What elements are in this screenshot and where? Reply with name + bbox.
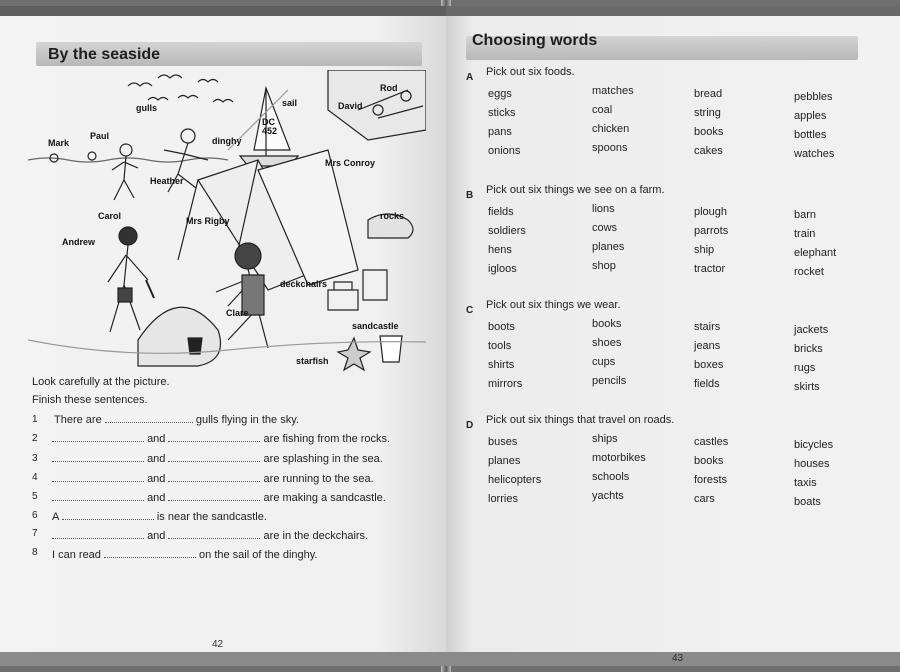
page-title: By the seaside — [48, 46, 161, 63]
label-paul: Paul — [90, 131, 110, 141]
sentence-text: and are splashing in the sea. — [52, 452, 383, 465]
section-prompt: Pick out six things that travel on roads. — [486, 414, 675, 426]
sentence-text: and are running to the sea. — [52, 472, 374, 485]
sentence-number: 4 — [32, 472, 38, 483]
label-deckchairs: deckchairs — [280, 279, 328, 289]
word-option[interactable]: string — [694, 107, 721, 119]
word-option[interactable]: boats — [794, 496, 821, 508]
word-option[interactable]: onions — [488, 145, 521, 157]
label-mrs-rigby: Mrs Rigby — [186, 216, 230, 226]
word-option[interactable]: ship — [694, 244, 715, 256]
page-number: 43 — [672, 653, 684, 664]
word-option[interactable]: buses — [488, 436, 518, 448]
word-option[interactable]: books — [592, 318, 622, 330]
answer-blank[interactable] — [52, 529, 144, 539]
word-option[interactable]: castles — [694, 436, 729, 448]
section-prompt: Pick out six things we see on a farm. — [486, 184, 665, 196]
word-option[interactable]: apples — [794, 110, 827, 122]
word-option[interactable]: spoons — [592, 142, 628, 154]
answer-blank[interactable] — [168, 529, 260, 539]
word-option[interactable]: bicycles — [794, 439, 834, 451]
sentence-number: 3 — [32, 453, 38, 464]
top-band — [0, 6, 446, 16]
word-option[interactable]: plough — [694, 206, 728, 218]
label-rod: Rod — [380, 83, 398, 93]
word-option[interactable]: elephant — [794, 247, 837, 259]
section-letter: C — [466, 305, 474, 316]
word-option[interactable]: shop — [592, 260, 616, 272]
sentence-text: and are fishing from the rocks. — [52, 432, 390, 445]
answer-blank[interactable] — [168, 472, 260, 482]
page-number: 42 — [212, 639, 224, 650]
instruction-1: Look carefully at the picture. — [32, 376, 170, 388]
word-option[interactable]: fields — [694, 378, 720, 390]
word-option[interactable]: books — [694, 455, 724, 467]
word-option[interactable]: helicopters — [488, 474, 542, 486]
sentence-number: 1 — [32, 414, 38, 425]
answer-blank[interactable] — [104, 548, 196, 558]
word-option[interactable]: hens — [488, 244, 512, 256]
answer-blank[interactable] — [105, 413, 193, 423]
label-heather: Heather — [150, 176, 184, 186]
word-option[interactable]: mirrors — [488, 378, 523, 390]
label-david: David — [338, 101, 363, 111]
word-option[interactable]: bread — [694, 88, 723, 100]
answer-blank[interactable] — [168, 491, 260, 501]
word-option[interactable]: barn — [794, 209, 817, 221]
section-prompt: Pick out six foods. — [486, 66, 575, 78]
word-option[interactable]: cows — [592, 222, 618, 234]
label-dinghy: dinghy — [212, 136, 242, 146]
word-option[interactable]: parrots — [694, 225, 729, 237]
word-option[interactable]: coal — [592, 104, 613, 116]
label-starfish: starfish — [296, 356, 329, 366]
sentence-number: 7 — [32, 528, 38, 539]
answer-blank[interactable] — [62, 510, 154, 520]
word-option[interactable]: cups — [592, 356, 616, 368]
word-option[interactable]: rugs — [794, 362, 816, 374]
word-option[interactable]: books — [694, 126, 724, 138]
answer-blank[interactable] — [52, 472, 144, 482]
word-option[interactable]: tractor — [694, 263, 726, 275]
word-option[interactable]: planes — [592, 241, 625, 253]
label-gulls: gulls — [136, 103, 158, 113]
word-option[interactable]: planes — [488, 455, 521, 467]
word-option[interactable]: soldiers — [488, 225, 526, 237]
word-option[interactable]: jackets — [794, 324, 829, 336]
word-option[interactable]: igloos — [488, 263, 517, 275]
section-prompt: Pick out six things we wear. — [486, 299, 621, 311]
word-option[interactable]: cakes — [694, 145, 723, 157]
word-option[interactable]: forests — [694, 474, 728, 486]
word-option[interactable]: skirts — [794, 381, 820, 393]
section-letter: D — [466, 420, 474, 431]
answer-blank[interactable] — [52, 452, 144, 462]
top-band — [446, 6, 900, 16]
word-option[interactable]: shirts — [488, 359, 515, 371]
right-page — [446, 6, 900, 666]
section-letter: A — [466, 72, 474, 83]
sentence-number: 2 — [32, 433, 38, 444]
word-option[interactable]: pebbles — [794, 91, 833, 103]
label-carol: Carol — [98, 211, 122, 221]
bottom-band — [0, 652, 446, 666]
label-clare: Clare — [226, 308, 249, 318]
word-option[interactable]: fields — [488, 206, 514, 218]
word-option[interactable]: train — [794, 228, 816, 240]
label-sail-number: DC 452 — [262, 117, 278, 136]
answer-blank[interactable] — [168, 432, 260, 442]
word-option[interactable]: sticks — [488, 107, 516, 119]
word-option[interactable]: jeans — [694, 340, 721, 352]
word-option[interactable]: stairs — [694, 321, 721, 333]
word-option[interactable]: watches — [794, 148, 835, 160]
word-option[interactable]: boxes — [694, 359, 724, 371]
word-option[interactable]: schools — [592, 471, 630, 483]
label-andrew: Andrew — [62, 237, 96, 247]
label-sandcastle: sandcastle — [352, 321, 399, 331]
label-mrs-conroy: Mrs Conroy — [325, 158, 376, 168]
label-mark: Mark — [48, 138, 70, 148]
label-sail: sail — [282, 98, 298, 108]
sentence-text: There are gulls flying in the sky. — [54, 414, 299, 426]
word-option[interactable]: bottles — [794, 129, 827, 141]
sentence-text: A is near the sandcastle. — [52, 511, 267, 523]
word-option[interactable]: bricks — [794, 343, 823, 355]
word-option[interactable]: cars — [694, 493, 715, 505]
sentence-text: I can read on the sail of the dinghy. — [52, 549, 318, 561]
answer-blank[interactable] — [168, 452, 260, 462]
section-letter: B — [466, 190, 474, 201]
word-option[interactable]: eggs — [488, 88, 512, 100]
word-option[interactable]: lions — [592, 203, 615, 215]
answer-blank[interactable] — [52, 491, 144, 501]
answer-blank[interactable] — [52, 432, 144, 442]
word-option[interactable]: boots — [488, 321, 515, 333]
word-option[interactable]: yachts — [592, 490, 624, 502]
page-title: Choosing words — [472, 32, 598, 49]
sentence-number: 8 — [32, 547, 38, 558]
sentence-text: and are in the deckchairs. — [52, 529, 368, 542]
word-option[interactable]: taxis — [794, 477, 817, 489]
sentence-text: and are making a sandcastle. — [52, 491, 386, 504]
instruction-2: Finish these sentences. — [32, 394, 148, 406]
word-option[interactable]: ships — [592, 433, 618, 445]
word-option[interactable]: chicken — [592, 123, 630, 135]
word-option[interactable]: pencils — [592, 375, 627, 387]
word-option[interactable]: shoes — [592, 337, 622, 349]
sentence-number: 5 — [32, 491, 38, 502]
left-page — [0, 6, 446, 666]
word-option[interactable]: tools — [488, 340, 512, 352]
word-option[interactable]: motorbikes — [592, 452, 646, 464]
label-rocks: rocks — [380, 211, 405, 221]
word-option[interactable]: matches — [592, 85, 634, 97]
word-option[interactable]: rocket — [794, 266, 824, 278]
word-option[interactable]: lorries — [488, 493, 518, 505]
word-option[interactable]: houses — [794, 458, 830, 470]
word-option[interactable]: pans — [488, 126, 512, 138]
sentence-number: 6 — [32, 510, 38, 521]
